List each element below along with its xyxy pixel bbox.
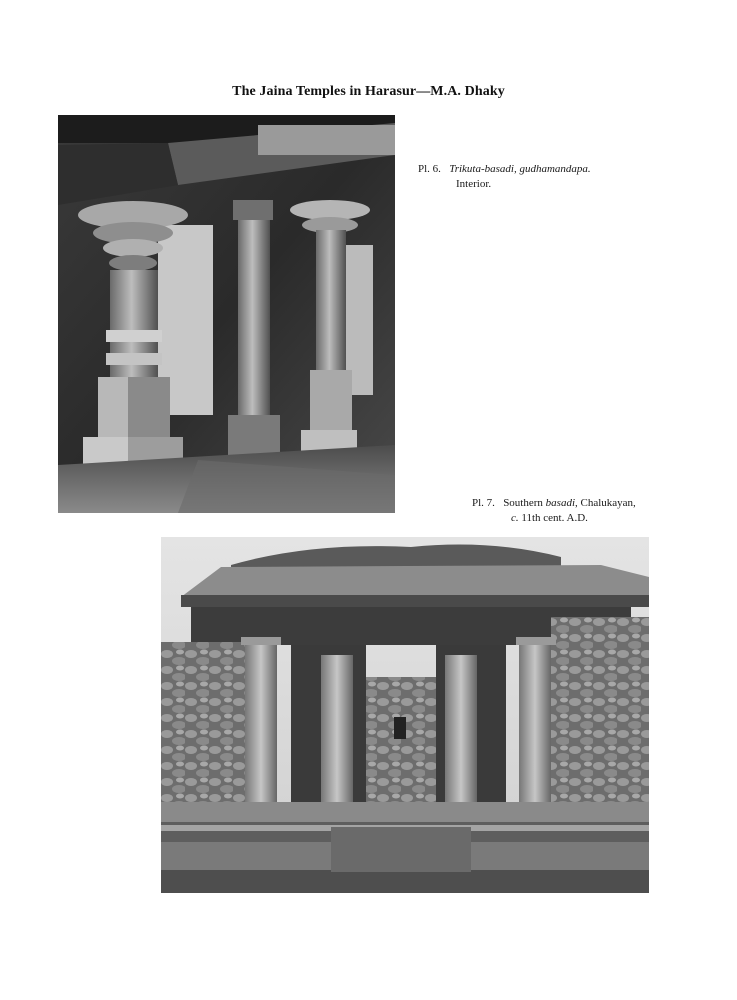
plate-7-photograph (161, 537, 649, 893)
plate-6-caption-title: Trikuta-basadi, gudhamandapa. (449, 163, 591, 175)
plate-6-number: Pl. 6. (418, 163, 441, 175)
page-title: The Jaina Temples in Harasur—M.A. Dhaky (232, 84, 505, 99)
plate-7-caption-line2: 11th cent. A.D. (521, 512, 588, 524)
plate-7-caption-italic: basadi (545, 497, 576, 509)
plate-7-caption-circa: c. (511, 512, 519, 524)
plate-6-photograph (58, 115, 395, 513)
plate-7-caption (472, 496, 672, 526)
plate-6-caption (418, 162, 638, 192)
plate-6-caption-line2: Interior. (456, 178, 492, 190)
plate-7-number: Pl. 7. (472, 497, 495, 509)
plate-7-caption-part1: Southern (503, 497, 543, 509)
plate-7-caption-part2: , Chalukayan, (575, 497, 636, 509)
